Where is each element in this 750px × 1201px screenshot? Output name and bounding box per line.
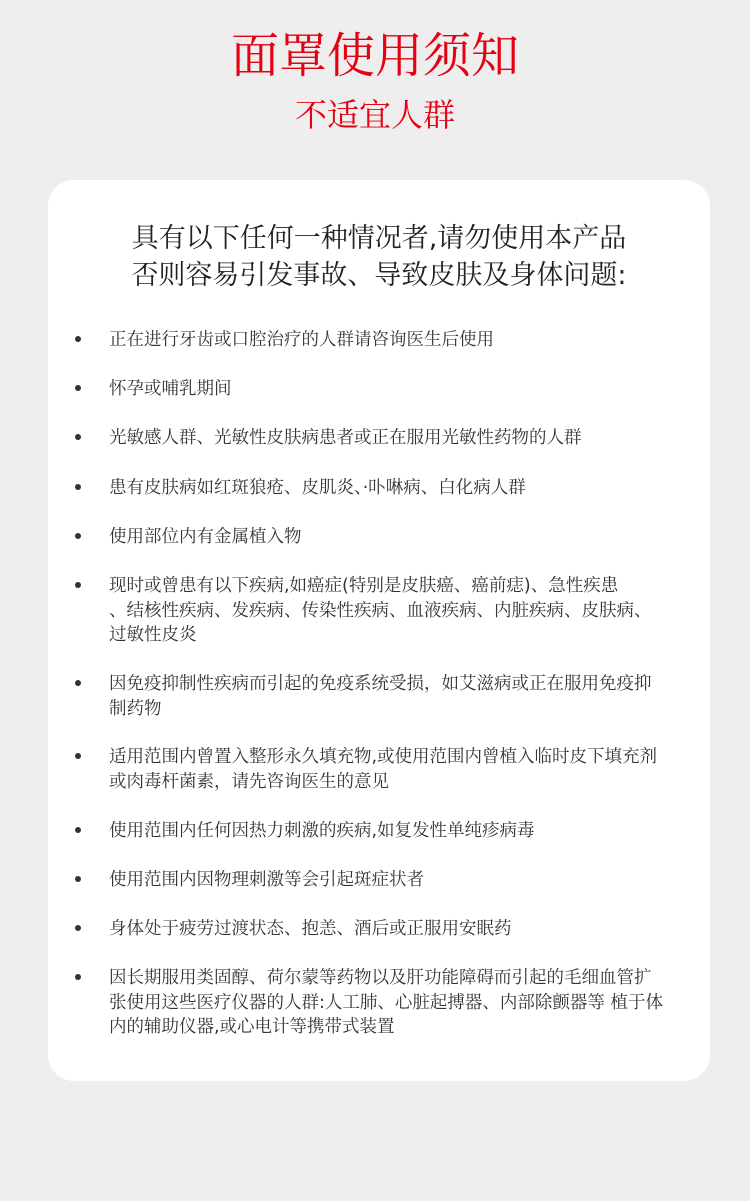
bullet-icon [75, 582, 81, 588]
page-subtitle: 不适宜人群 [294, 96, 455, 134]
page-title: 面罩使用须知 [230, 28, 519, 84]
list-item-text: 怀孕或哺乳期间 [109, 379, 232, 399]
bullet-icon [75, 974, 81, 980]
list-item-text: 光敏感人群、光敏性皮肤病患者或正在服用光敏性药物的人群 [109, 428, 582, 448]
notice-card [48, 180, 710, 1081]
bullet-icon [75, 680, 81, 686]
list-item-text: 适用范围内曾置入整形永久填充物,或使用范围内曾植入临时皮下填充剂或肉毒杆菌素，请先咨询医生的意见 [109, 747, 658, 792]
list-item-text: 因免疫抑制性疾病而引起的免疫系统受损，如艾滋病或正在服用免疫抑制药物 [109, 674, 652, 719]
list-item-text: 使用范围内任何因热力刺激的疾病,如复发性单纯疹病毒 [109, 821, 535, 841]
intro-line-1: 具有以下任何一种情况者,请勿使用本产品 [131, 223, 627, 254]
bullet-icon [75, 533, 81, 539]
list-item-text: 使用部位内有金属植入物 [109, 527, 302, 547]
bullet-icon [75, 827, 81, 833]
contraindication-list [48, 180, 710, 1081]
bullet-icon [75, 484, 81, 490]
list-item-text: 使用范围内因物理刺激等会引起斑症状者 [109, 870, 424, 890]
bullet-icon [75, 925, 81, 931]
intro-line-2: 否则容易引发事故、导致皮肤及身体问题: [131, 260, 627, 291]
list-item-text: 患有皮肤病如红斑狼疮、皮肌炎、·卟啉病、白化病人群 [109, 478, 526, 498]
list-item-text: 因长期服用类固醇、荷尔蒙等药物以及肝功能障碍而引起的毛细血管扩张使用这些医疗仪器的人群:人工肺、心脏起搏器、内部除颤器等 植于体内的辅助仪器,或心电计等携带式装置 [109, 968, 663, 1037]
bullet-icon [75, 876, 81, 882]
list-item-text: 现时或曾患有以下疾病,如癌症(特别是皮肤癌、癌前痣)、急性疾患 、结核性疾病、发疾病、传染性疾病、血液疾病、内脏疾病、皮肤病、过敏性皮炎 [109, 576, 654, 645]
list-item-text: 身体处于疲劳过渡状态、抱恙、酒后或正服用安眠药 [109, 919, 512, 939]
bullet-icon [75, 385, 81, 391]
bullet-icon [75, 336, 81, 342]
list-item-text: 正在进行牙齿或口腔治疗的人群请咨询医生后使用 [109, 330, 494, 350]
bullet-icon [75, 753, 81, 759]
bullet-icon [75, 434, 81, 440]
